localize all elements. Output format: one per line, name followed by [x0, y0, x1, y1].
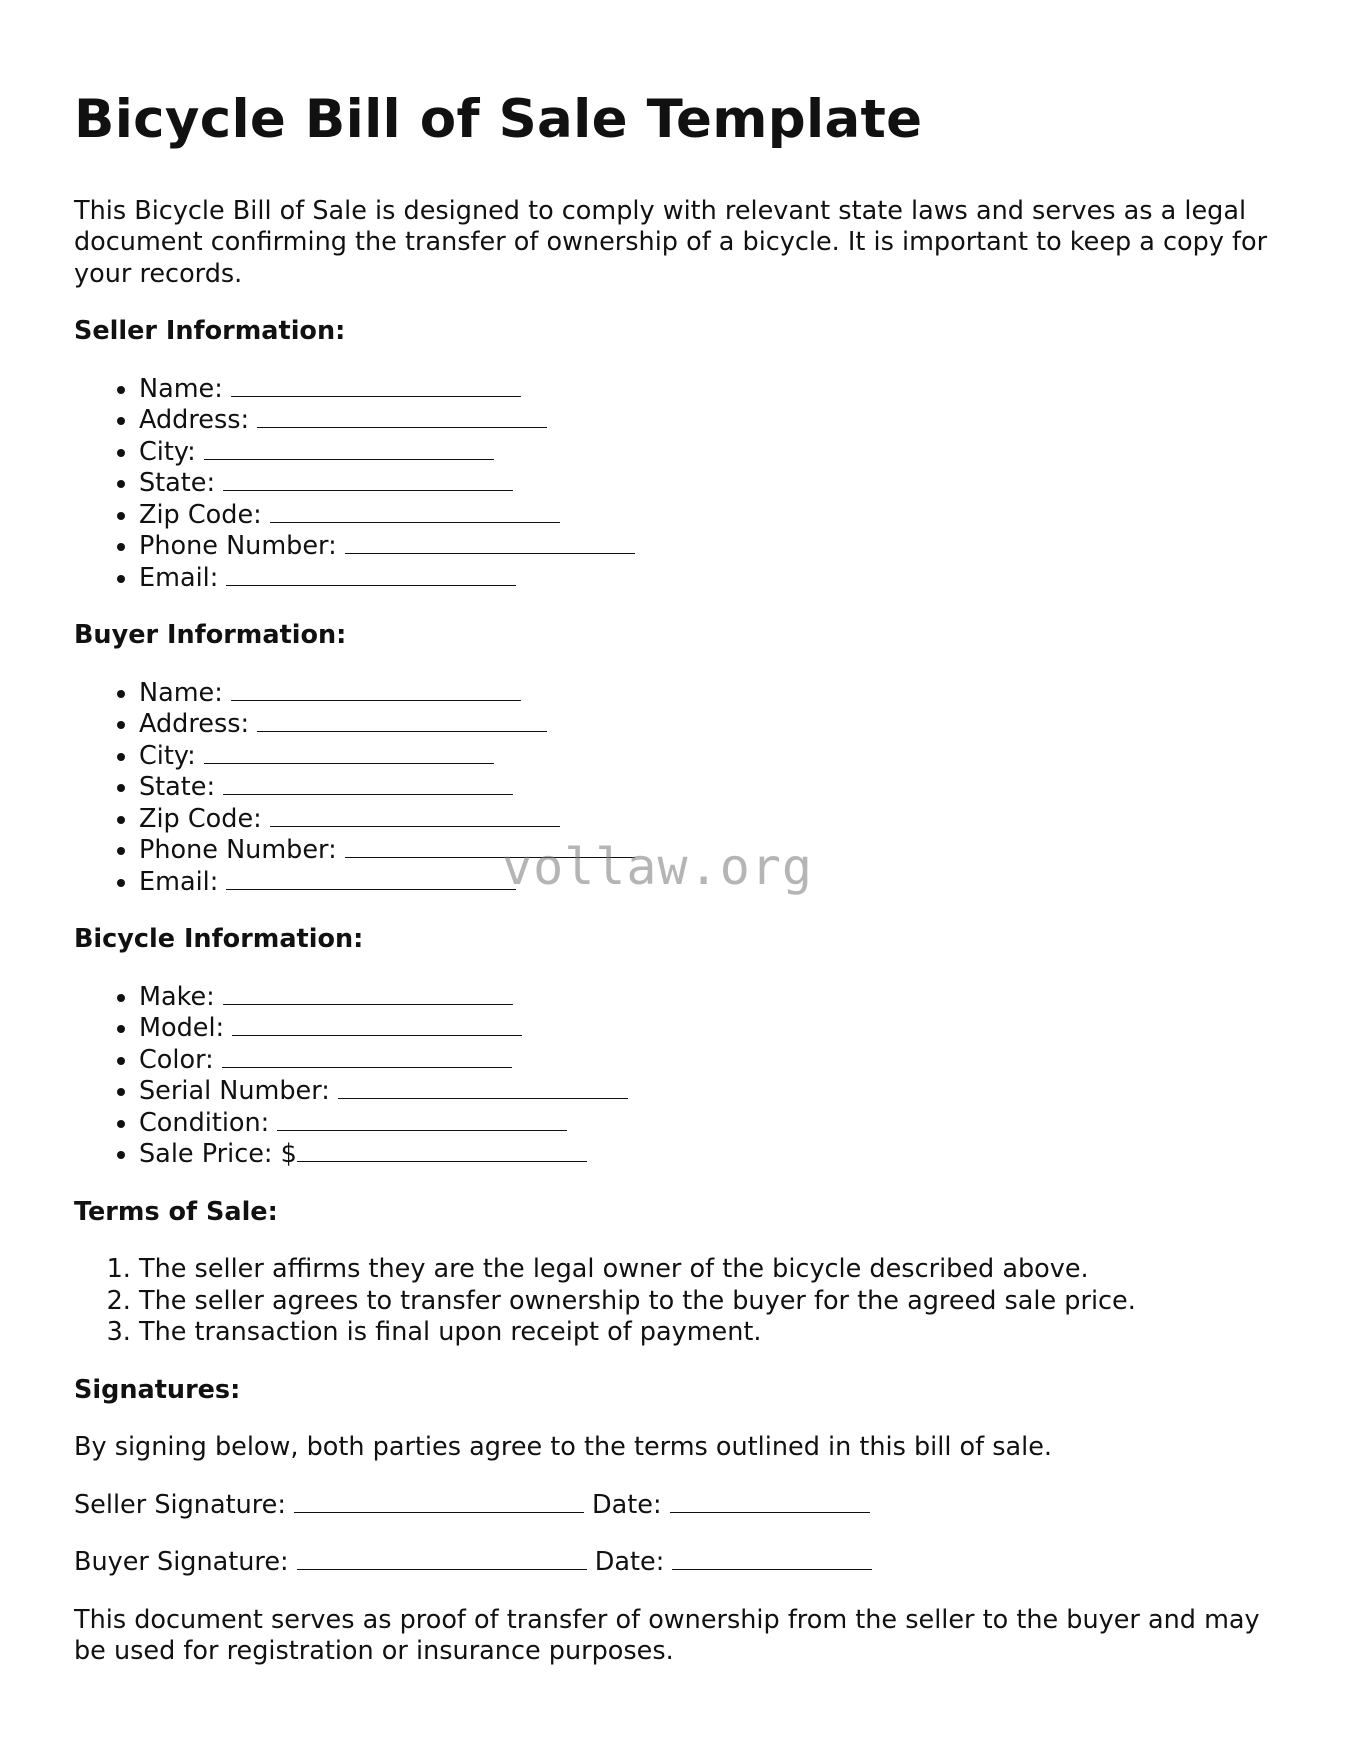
- date-label: Date:: [592, 1489, 662, 1520]
- field-label: Zip Code:: [139, 499, 262, 530]
- seller-zip-item: [139, 500, 1274, 532]
- bicycle-model-item: [139, 1013, 1274, 1045]
- page-title: Bicycle Bill of Sale Template: [74, 89, 923, 150]
- buyer-date-blank[interactable]: [672, 1547, 872, 1570]
- closing-paragraph: This document serves as proof of transfer of ownership from the seller to the buyer and may be used for registration or insurance purposes.: [74, 1604, 1260, 1667]
- signatures-statement: By signing below, both parties agree to the terms outlined in this bill of sale.: [74, 1432, 1053, 1463]
- field-label: Address:: [139, 709, 250, 740]
- seller-heading: Seller Information:: [74, 316, 346, 347]
- blank-line[interactable]: [270, 500, 560, 523]
- field-label: Name:: [139, 677, 223, 708]
- blank-line[interactable]: [231, 678, 521, 701]
- seller-city-item: [139, 437, 1274, 469]
- blank-line[interactable]: [338, 1076, 628, 1099]
- blank-line[interactable]: [257, 405, 547, 428]
- field-label: Model:: [139, 1013, 225, 1044]
- blank-line[interactable]: [226, 867, 516, 890]
- seller-signature-label: Seller Signature:: [74, 1489, 286, 1520]
- field-label: State:: [139, 468, 216, 499]
- blank-line[interactable]: [223, 772, 513, 795]
- buyer-heading: Buyer Information:: [74, 620, 347, 651]
- seller-state-item: [139, 468, 1274, 500]
- field-label: Email:: [139, 562, 219, 593]
- field-label: Make:: [139, 981, 215, 1012]
- buyer-city-item: [139, 741, 1274, 773]
- buyer-name-item: [139, 678, 1274, 710]
- field-label: Serial Number:: [139, 1076, 330, 1107]
- field-label: City:: [139, 740, 196, 771]
- bicycle-field-list: [74, 982, 1274, 1171]
- blank-line[interactable]: [257, 709, 547, 732]
- buyer-address-item: [139, 709, 1274, 741]
- blank-line[interactable]: [277, 1108, 567, 1131]
- intro-paragraph: This Bicycle Bill of Sale is designed to comply with relevant state laws and serves as a legal document confirming the transfer of ownership of a bicycle. It is important to keep a copy for your records.: [74, 195, 1268, 289]
- blank-line[interactable]: [232, 1013, 522, 1036]
- field-label: Email:: [139, 866, 219, 897]
- bicycle-condition-item: [139, 1108, 1274, 1140]
- buyer-signature-blank[interactable]: [297, 1547, 587, 1570]
- blank-line[interactable]: [204, 437, 494, 460]
- seller-name-item: [139, 374, 1274, 406]
- date-label: Date:: [594, 1547, 665, 1578]
- seller-date-blank[interactable]: [670, 1490, 870, 1513]
- blank-line[interactable]: [297, 1139, 587, 1162]
- seller-signature-blank[interactable]: [294, 1490, 584, 1513]
- terms-heading: Terms of Sale:: [74, 1196, 278, 1227]
- watermark: vollaw.org: [502, 838, 814, 896]
- seller-address-item: [139, 405, 1274, 437]
- field-label: City:: [139, 436, 196, 467]
- blank-line[interactable]: [223, 982, 513, 1005]
- buyer-state-item: [139, 772, 1274, 804]
- buyer-signature-line: [74, 1547, 1274, 1579]
- blank-line[interactable]: [270, 804, 560, 827]
- terms-list: [74, 1254, 1274, 1349]
- field-label: Condition:: [139, 1107, 270, 1138]
- blank-line[interactable]: [222, 1045, 512, 1068]
- field-label: Phone Number:: [139, 835, 337, 866]
- blank-line[interactable]: [345, 531, 635, 554]
- bicycle-price-item: [139, 1139, 1274, 1171]
- blank-line[interactable]: [204, 741, 494, 764]
- field-label: Phone Number:: [139, 531, 337, 562]
- field-label: Name:: [139, 373, 223, 404]
- bicycle-heading: Bicycle Information:: [74, 924, 364, 955]
- seller-email-item: [139, 563, 1274, 595]
- field-label: State:: [139, 772, 216, 803]
- seller-signature-line: [74, 1490, 1274, 1522]
- term-item: 3. The transaction is final upon receipt of payment.: [139, 1317, 1274, 1349]
- bicycle-serial-item: [139, 1076, 1274, 1108]
- seller-phone-item: [139, 531, 1274, 563]
- bicycle-color-item: [139, 1045, 1274, 1077]
- signatures-heading: Signatures:: [74, 1374, 241, 1405]
- field-label: Address:: [139, 405, 250, 436]
- bicycle-make-item: [139, 982, 1274, 1014]
- seller-field-list: [74, 374, 1274, 595]
- field-label: Zip Code:: [139, 803, 262, 834]
- term-item: 2. The seller agrees to transfer ownership to the buyer for the agreed sale price.: [139, 1286, 1274, 1318]
- blank-line[interactable]: [226, 563, 516, 586]
- field-label: Color:: [139, 1044, 214, 1075]
- buyer-zip-item: [139, 804, 1274, 836]
- buyer-signature-label: Buyer Signature:: [74, 1547, 289, 1578]
- term-item: 1. The seller affirms they are the legal owner of the bicycle described above.: [139, 1254, 1274, 1286]
- field-label: Sale Price: $: [139, 1139, 297, 1170]
- blank-line[interactable]: [231, 374, 521, 397]
- blank-line[interactable]: [223, 468, 513, 491]
